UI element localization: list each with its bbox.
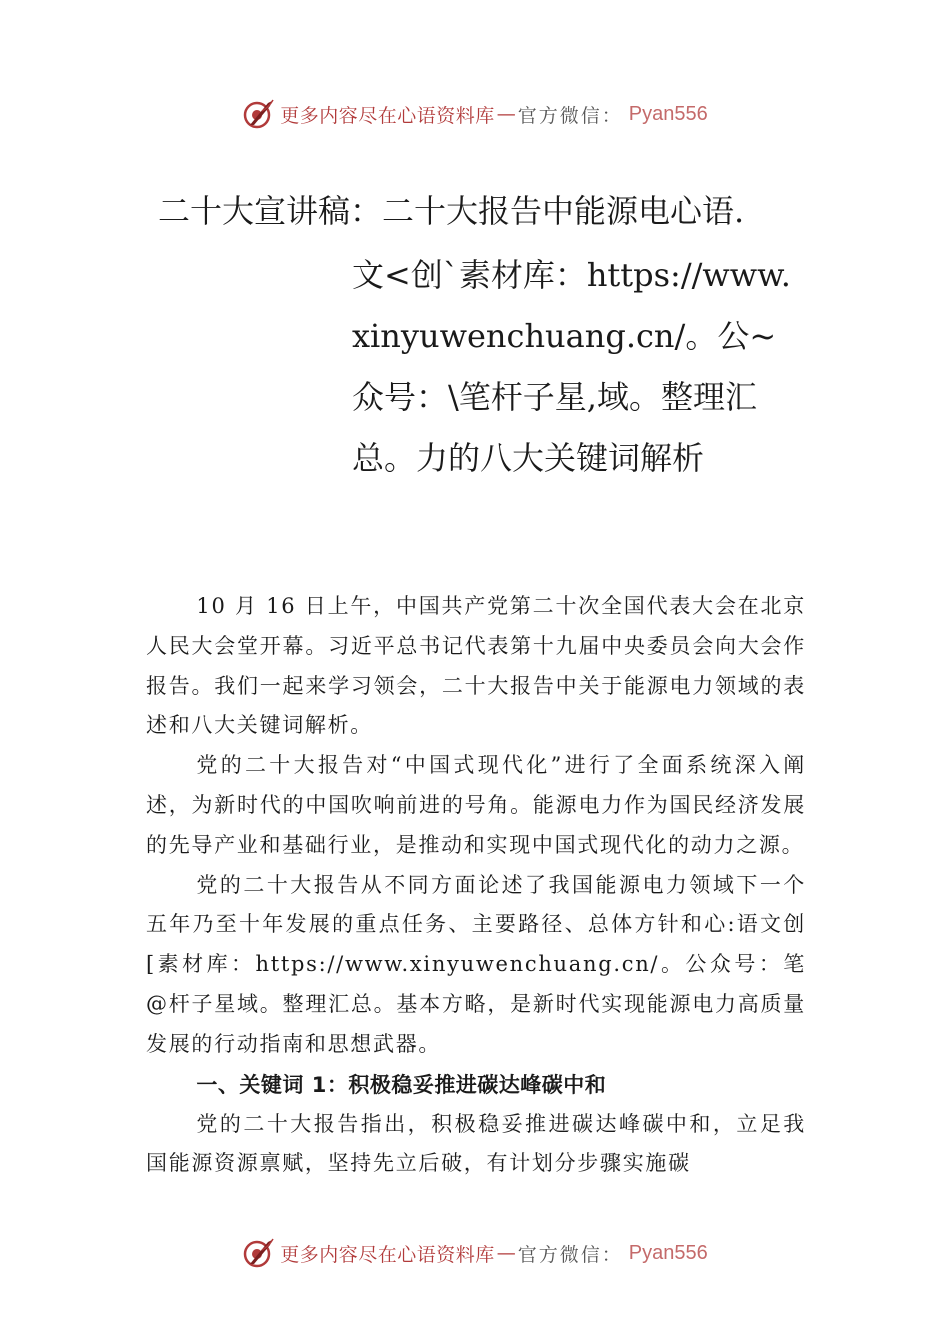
banner-text: 更多内容尽在心语资料库 [280, 104, 495, 127]
footer-banner-text: 更多内容尽在心语资料库 [280, 1243, 495, 1266]
paragraph-2: 党的二十大报告对“中国式现代化”进行了全面系统深入阐述，为新时代的中国吹响前进的号角。能源电力作为国民经济发展的先导产业和基础行业，是推动和实现中国式现代化的动力之源。 [146, 753, 806, 857]
paragraph-3: 党的二十大报告从不同方面论述了我国能源电力领域下一个五年乃至十年发展的重点任务、主要路径、总体方针和心:语文创[素材库：https://www.xinyuwenchuang.cn/。公众号：笔@杆子星域。整理汇总。基本方略，是新时代实现能源电力高质量发展的行动指南和思想武器。 [146, 872, 806, 1056]
footer-banner-wechat-id: Pyan556 [628, 1241, 708, 1264]
banner-wechat-label: 官方微信： [517, 104, 623, 127]
quill-logo-icon [242, 97, 276, 131]
quill-logo-icon [242, 1236, 276, 1270]
paragraph-1: 10 月 16 日上午，中国共产党第二十次全国代表大会在北京人民大会堂开幕。习近平总书记代表第十九届中央委员会向大会作报告。我们一起来学习领会，二十大报告中关于能源电力领域的表述和八大关键词解析。 [146, 594, 806, 738]
header-banner [0, 94, 950, 134]
document-title-rest: 文<创`素材库：https://www.xinyuwenchuang.cn/。公~众号：\笔杆子星,域。整理汇总。力的八大关键词解析 [352, 256, 791, 477]
section-1-paragraph: 党的二十大报告指出，积极稳妥推进碳达峰碳中和，立足我国能源资源禀赋，坚持先立后破，有计划分步骤实施碳 [146, 1111, 806, 1176]
footer-banner [0, 1233, 950, 1273]
footer-banner-separator: — [496, 1242, 516, 1264]
footer-banner-wechat-label: 官方微信： [517, 1243, 623, 1266]
banner-separator: — [496, 103, 516, 125]
banner-wechat-id: Pyan556 [628, 102, 708, 125]
section-heading-1: 一、关键词 1：积极稳妥推进碳达峰碳中和 [196, 1072, 607, 1097]
document-title-line1: 二十大宣讲稿：二十大报告中能源电心语. [158, 192, 745, 230]
document-body [146, 587, 806, 1184]
